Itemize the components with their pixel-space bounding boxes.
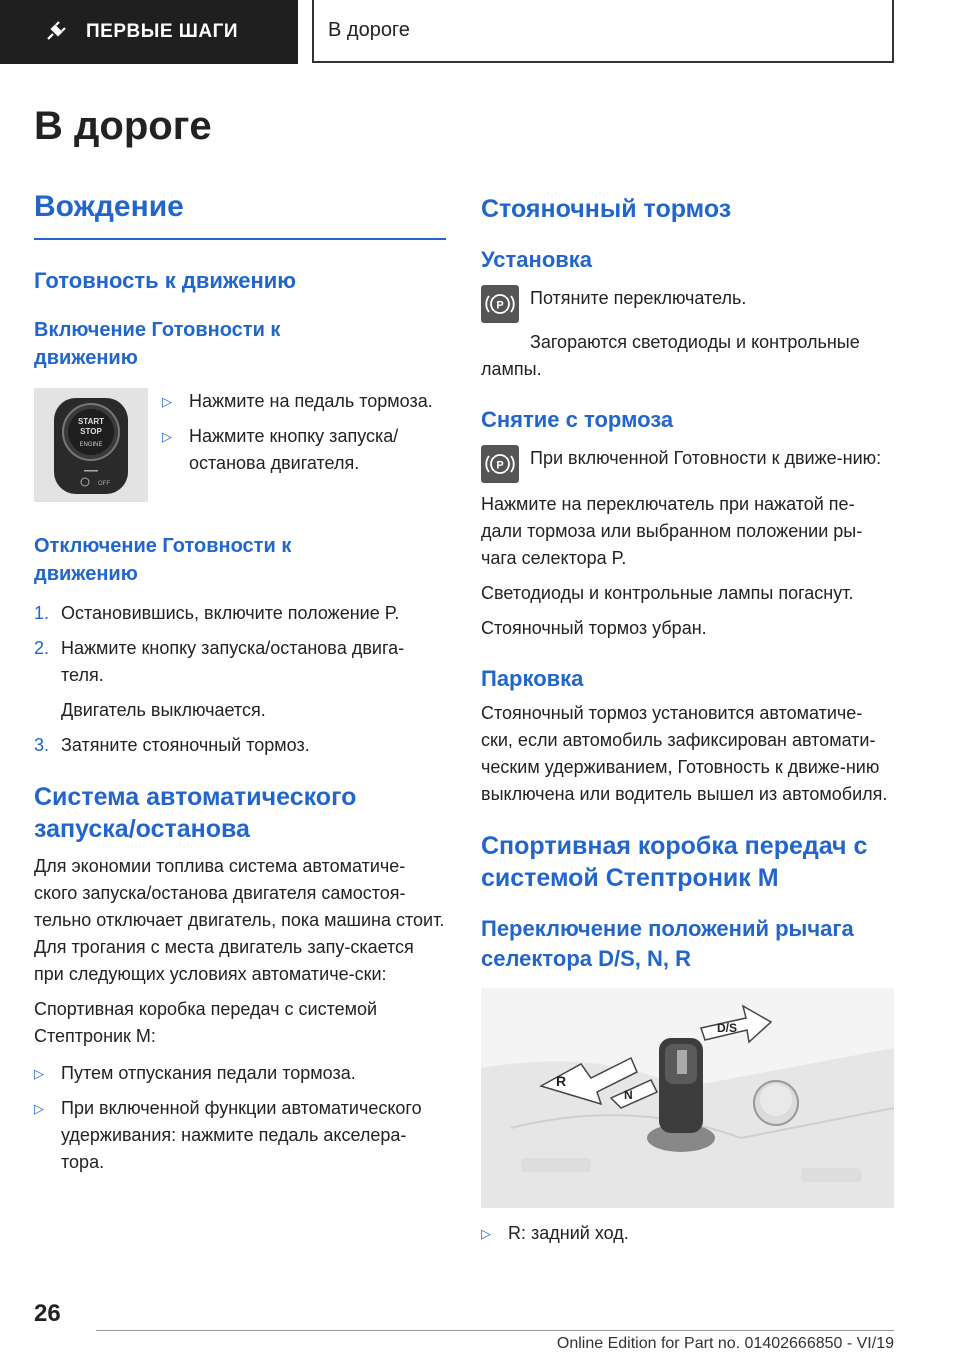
gear-r-label: R — [556, 1073, 567, 1089]
start-stop-button-image — [34, 388, 148, 502]
off-note: Двигатель выключается. — [61, 700, 266, 720]
right-column — [481, 190, 893, 1255]
list-item: ▷ Нажмите кнопку запуска/остановa двигателя. — [162, 426, 399, 473]
heading-gearbox: Спортивная коробка передач с системой Стептроник М — [481, 832, 868, 892]
heading-ready-off: Отключение Готовности к движению — [34, 535, 292, 585]
ready-off-steps-cont — [34, 732, 446, 759]
edition-note: Online Edition for Part no. 01402666850 - VI/19 — [556, 1335, 894, 1352]
heading-auto-start-stop: Система автоматического запуска/останова — [34, 783, 357, 843]
chapter-header — [312, 0, 894, 63]
list-item: ▷ Путем отпускания педали тормоза. — [34, 1063, 356, 1083]
gear-ds-label: D/S — [717, 1021, 738, 1035]
auto-paragraph-1: Для экономии топлива система автоматиче-ского запуска/останова двигателя самостоя-тельно отключает двигатель, пока машина стоит. Для трогания с места двигатель запу-скается при следующих условиях автоматиче-ски: — [34, 856, 445, 984]
list-item: 1. Остановившись, включите положение P. — [34, 603, 400, 623]
parking-brake-icon — [481, 445, 519, 483]
parking-brake-icon — [481, 285, 519, 323]
list-item: 2. Нажмите кнопку запуска/остановa двига-теля. — [34, 638, 405, 685]
svg-text:P: P — [496, 299, 504, 312]
release-paragraph-2: Нажмите на переключатель при нажатой пе-дали тормоза или выбранном положении ры-чага селектора P. — [481, 494, 863, 568]
engine-label: ENGINE — [79, 442, 103, 448]
svg-text:P: P — [496, 459, 504, 472]
off-label: OFF — [98, 481, 110, 487]
list-item: ▷ R: задний ход. — [481, 1223, 629, 1243]
release-row — [481, 445, 893, 483]
heading-parking-brake: Стояночный тормоз — [481, 195, 732, 223]
plug-icon — [44, 21, 66, 43]
page-number: 26 — [34, 1300, 61, 1327]
section-tab[interactable] — [0, 0, 298, 64]
release-paragraph-4: Стояночный тормоз убран. — [481, 618, 707, 638]
release-paragraph-3: Светодиоды и контрольные лампы погаснут. — [481, 583, 854, 603]
heading-park: Парковка — [481, 666, 584, 691]
release-paragraph-1: При включенной Готовности к движе-нию: — [530, 448, 882, 468]
chapter-label: В дороге — [328, 19, 410, 41]
park-paragraph: Стояночный тормоз установится автоматиче-ски, если автомобиль зафиксирован автомати-ческим удерживанием, Готовность к движе-нию выключена или водитель вышел из автомобиля. — [481, 703, 888, 804]
auto-paragraph-2: Спортивная коробка передач с системой Стептроник М: — [34, 999, 378, 1046]
heading-ready: Готовность к движению — [34, 268, 297, 293]
heading-release: Снятие с тормоза — [481, 407, 674, 432]
heading-driving: Вождение — [34, 190, 446, 240]
section-label: ПЕРВЫЕ ШАГИ — [86, 21, 239, 42]
heading-set: Установка — [481, 247, 593, 272]
list-item: ▷ Нажмите на педаль тормоза. — [162, 391, 433, 411]
gear-n-label: N — [624, 1088, 633, 1102]
ready-on-steps — [162, 388, 446, 502]
list-item: ▷ При включенной функции автоматического удерживания: нажмите педаль акселера-тора. — [34, 1098, 422, 1172]
footer-divider — [96, 1330, 894, 1331]
set-paragraph-2: Загораются светодиоды и контрольные лампы. — [481, 332, 860, 379]
ready-on-block — [34, 388, 446, 502]
set-paragraph-1: Потяните переключатель. — [530, 288, 747, 308]
stop-label: STOP — [80, 427, 102, 436]
left-column — [34, 190, 446, 1184]
heading-ready-on: Включение Готовности к движению — [34, 319, 281, 369]
auto-items — [34, 1060, 446, 1176]
list-item: 3. Затяните стояночный тормоз. — [34, 735, 310, 755]
gear-items — [481, 1220, 893, 1247]
page-title: В дороге — [34, 104, 212, 148]
start-label: START — [77, 417, 105, 426]
set-row — [481, 285, 893, 323]
ready-off-steps — [34, 600, 446, 689]
selector-lever-image — [481, 988, 894, 1208]
heading-selector: Переключение положений рычага селектора D/S, N, R — [481, 916, 854, 971]
